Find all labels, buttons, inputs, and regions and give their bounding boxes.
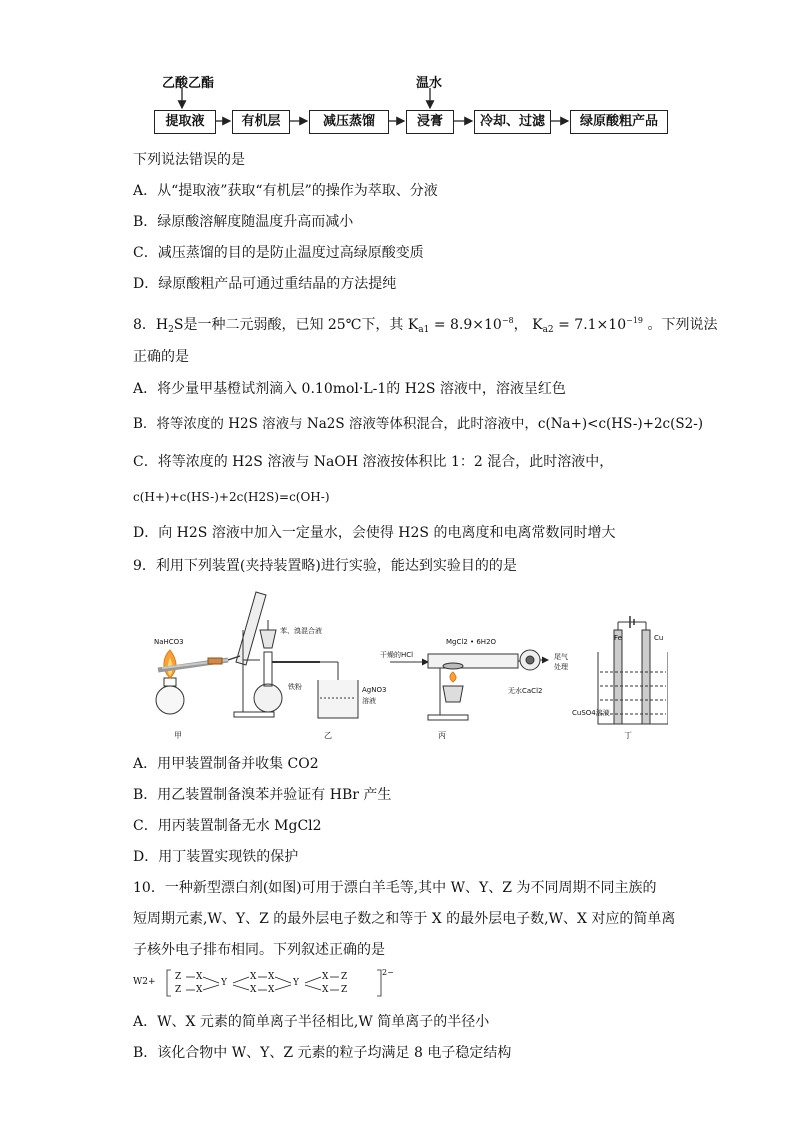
label-dry-hcl: 干燥的HCl (380, 651, 414, 659)
q9-option-a: A．用甲装置制备并收集 CO2 (133, 756, 319, 772)
q7-option-d: D．绿原酸粗产品可通过重结晶的方法提纯 (133, 276, 397, 292)
flow-box-cool-filter: 冷却、过滤 (474, 110, 551, 134)
formula-atom-y: Y (293, 978, 299, 988)
q8-option-b: B．将等浓度的 H2S 溶液与 Na2S 溶液等体积混合，此时溶液中，c(Na+)<c(HS-)+2c(S2-) (133, 416, 704, 432)
flow-label-warm-water: 温水 (416, 76, 443, 91)
caption-bing: 丙 (438, 731, 446, 740)
flow-box-organic-layer: 有机层 (232, 110, 290, 134)
formula-atom-x: X (196, 972, 203, 982)
formula-atom-x: X (196, 985, 203, 995)
formula-atom-x: X (322, 985, 329, 995)
q9-option-c: C．用丙装置制备无水 MgCl2 (133, 818, 322, 834)
caption-yi: 乙 (324, 731, 332, 740)
label-agno3: AgNO3 (362, 686, 387, 694)
q8-option-c-line1: C．将等浓度的 H2S 溶液与 NaOH 溶液按体积比 1：2 混合，此时溶液中， (133, 454, 614, 470)
label-fe-electrode: Fe (614, 634, 622, 642)
label-nahco3: NaHCO3 (154, 638, 184, 646)
formula-atom-x: X (322, 972, 329, 982)
formula-atom-x: X (268, 972, 275, 982)
caption-jia: 甲 (174, 731, 182, 740)
formula-atom-x: X (250, 972, 257, 982)
q10-option-a: A．W、X 元素的简单离子半径相比,W 简单离子的半径小 (133, 1014, 490, 1030)
label-tail-gas-treatment: 处理 (554, 663, 568, 671)
q10-structural-formula (133, 968, 393, 998)
process-flowchart (150, 72, 670, 142)
label-cu-electrode: Cu (654, 634, 664, 642)
q8-stem-line2: 正确的是 (133, 349, 189, 365)
q10-stem-line3: 子核外电子排布相同。下列叙述正确的是 (133, 942, 385, 958)
q7-option-c: C．减压蒸馏的目的是防止温度过高绿原酸变质 (133, 245, 424, 261)
formula-atom-x: X (268, 985, 275, 995)
q8-option-d: D．向 H2S 溶液中加入一定量水，会使得 H2S 的电离度和电离常数同时增大 (133, 525, 616, 541)
flow-box-vacuum-distill: 减压蒸馏 (309, 110, 389, 134)
label-mgcl2-hydrate: MgCl2 • 6H2O (446, 638, 497, 646)
formula-charge: 2− (382, 968, 394, 977)
q9-apparatus-figure (148, 590, 668, 740)
q7-option-b: B．绿原酸溶解度随温度升高而减小 (133, 214, 354, 230)
flow-box-extract: 提取液 (154, 110, 216, 134)
label-iron-powder: 铁粉 (288, 683, 302, 691)
q7-option-a: A．从“提取液”获取“有机层”的操作为萃取、分液 (133, 183, 438, 199)
q9-stem: 9．利用下列装置(夹持装置略)进行实验，能达到实验目的的是 (133, 558, 517, 574)
caption-ding: 丁 (624, 731, 632, 740)
q10-stem-line2: 短周期元素,W、Y、Z 的最外层电子数之和等于 X 的最外层电子数,W、X 对应的简单离 (133, 911, 676, 927)
flow-label-ethyl-acetate: 乙酸乙酯 (162, 76, 215, 91)
label-benzene-bromine: 苯、溴混合液 (280, 627, 322, 635)
label-anhydrous-cacl2: 无水CaCl2 (508, 687, 543, 695)
formula-bonds (133, 968, 393, 998)
q10-stem-line1: 10．一种新型漂白剂(如图)可用于漂白羊毛等,其中 W、Y、Z 为不同周期不同主族的 (133, 880, 657, 896)
label-cuso4-solution: CuSO4溶液 (572, 709, 610, 717)
label-tail-gas: 尾气 (554, 653, 568, 661)
label-agno3-solution: 溶液 (362, 697, 376, 705)
q8-option-a: A．将少量甲基橙试剂滴入 0.10mol·L-1的 H2S 溶液中，溶液呈红色 (133, 381, 566, 397)
q8-option-c-line2: c(H+)+c(HS-)+2c(H2S)=c(OH-) (133, 490, 330, 504)
formula-atom-z: Z (175, 985, 182, 995)
q9-option-d: D．用丁装置实现铁的保护 (133, 849, 299, 865)
q10-option-b: B．该化合物中 W、Y、Z 元素的粒子均满足 8 电子稳定结构 (133, 1045, 512, 1061)
formula-atom-z: Z (341, 972, 348, 982)
formula-atom-z: Z (175, 972, 182, 982)
q9-option-b: B．用乙装置制备溴苯并验证有 HBr 产生 (133, 787, 392, 803)
formula-atom-x: X (250, 985, 257, 995)
q7-stem: 下列说法错误的是 (133, 152, 245, 168)
flow-box-crude-product: 绿原酸粗产品 (570, 110, 668, 134)
flow-box-extract-paste: 浸膏 (406, 110, 454, 134)
formula-atom-y: Y (221, 978, 227, 988)
formula-atom-z: Z (341, 985, 348, 995)
formula-cation: W2+ (133, 977, 156, 987)
q8-stem-line1: 8．$H_2S$是一种二元弱酸，已知 25℃下，其 $K_{a1} = 8.9\times 10^{-8}$， $K_{a2} = 7.1\times 10^{-19}$ 。下列说法 (133, 316, 718, 335)
